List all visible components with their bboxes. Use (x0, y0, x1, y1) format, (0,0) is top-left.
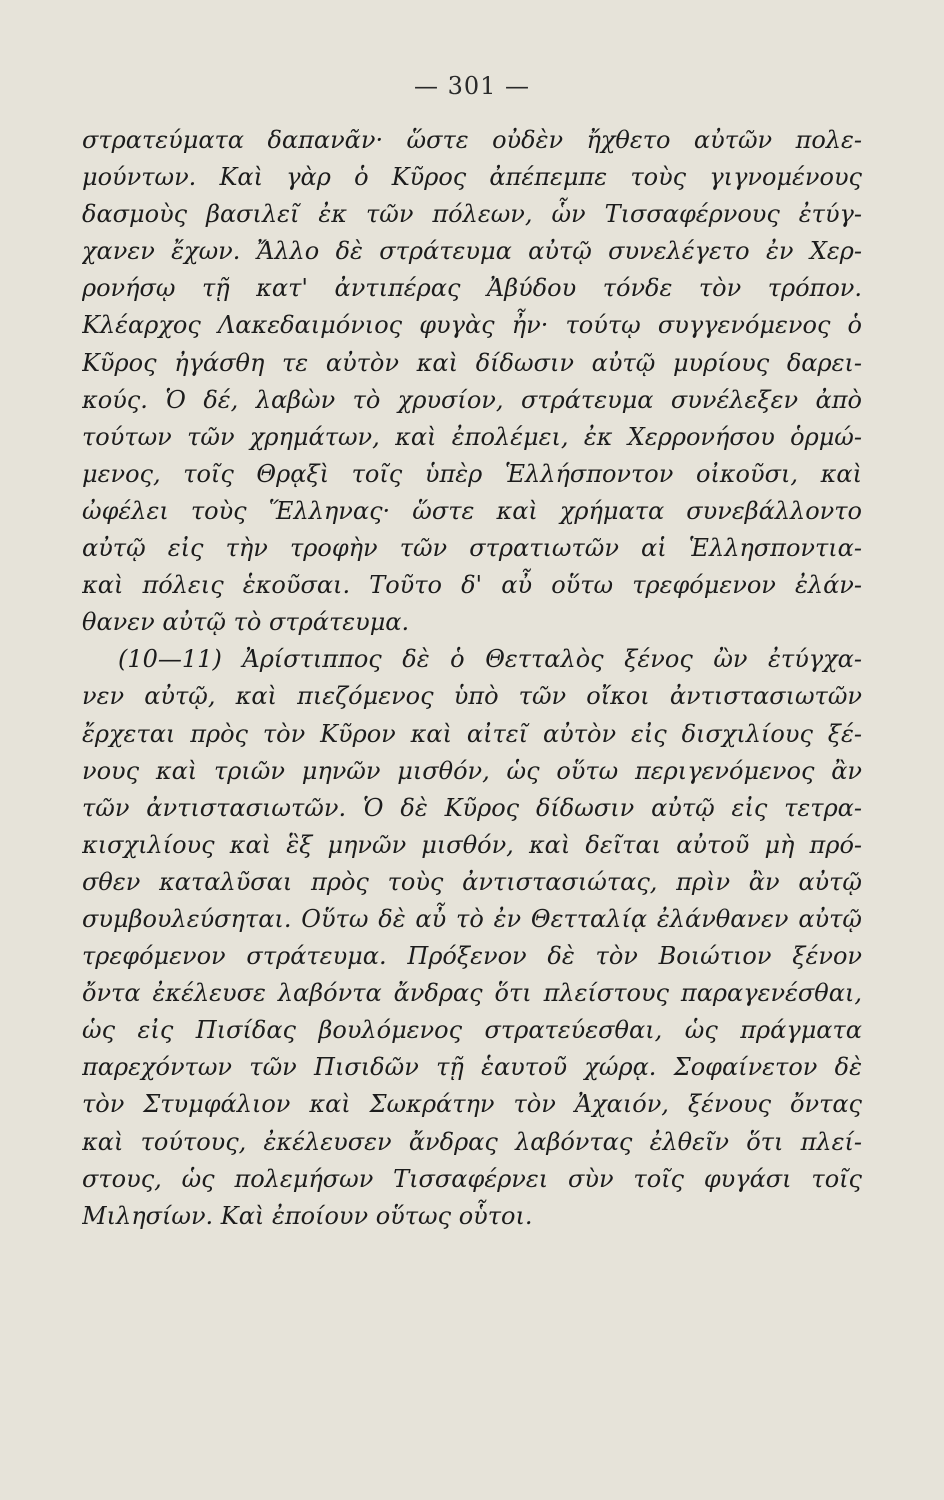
text-line: ἔρχεται πρὸς τὸν Κῦρον καὶ αἰτεῖ αὐτὸν εἰς δισχιλίους ξέ- (82, 719, 862, 748)
text-line: δασμοὺς βασιλεῖ ἐκ τῶν πόλεων, ὧν Τισσαφέρνους ἐτύγ- (82, 200, 862, 229)
text-line: Κλέαρχος Λακεδαιμόνιος φυγὰς ἦν· τούτῳ συγγενόμενος ὁ (82, 311, 862, 340)
text-line: νους καὶ τριῶν μηνῶν μισθόν, ὡς οὕτω περιγενόμενος ἂν (82, 756, 862, 785)
text-line: νεν αὐτῷ, καὶ πιεζόμενος ὑπὸ τῶν οἴκοι ἀντιστασιωτῶν (82, 682, 862, 711)
text-line: κισχιλίους καὶ ἓξ μηνῶν μισθόν, καὶ δεῖται αὐτοῦ μὴ πρό- (82, 830, 862, 859)
text-line: τούτων τῶν χρημάτων, καὶ ἐπολέμει, ἐκ Χερρονήσου ὁρμώ- (82, 422, 862, 451)
text-line: καὶ πόλεις ἑκοῦσαι. Τοῦτο δ' αὖ οὕτω τρεφόμενον ἐλάν- (82, 571, 862, 600)
text-line: σθεν καταλῦσαι πρὸς τοὺς ἀντιστασιώτας, πρὶν ἂν αὐτῷ (82, 867, 862, 896)
text-line: τῶν ἀντιστασιωτῶν. Ὁ δὲ Κῦρος δίδωσιν αὐτῷ εἰς τετρα- (82, 793, 862, 822)
text-line: ὠφέλει τοὺς Ἕλληνας· ὥστε καὶ χρήματα συνεβάλλοντο (82, 496, 862, 525)
text-line: Κῦρος ἠγάσθη τε αὐτὸν καὶ δίδωσιν αὐτῷ μυρίους δαρει- (82, 348, 862, 377)
text-line: ὄντα ἐκέλευσε λαβόντα ἄνδρας ὅτι πλείστους παραγενέσθαι, (82, 979, 862, 1008)
text-line: στρατεύματα δαπανᾶν· ὥστε οὐδὲν ἤχθετο αὐτῶν πολε- (82, 126, 862, 154)
text-line: (10—11) Ἀρίστιππος δὲ ὁ Θετταλὸς ξένος ὢν ἐτύγχα- (118, 645, 862, 674)
text-line: μούντων. Καὶ γὰρ ὁ Κῦρος ἀπέπεμπε τοὺς γιγνομένους (82, 163, 862, 192)
body-text (82, 122, 862, 1235)
paragraph-2 (82, 641, 862, 1235)
text-line: τὸν Στυμφάλιον καὶ Σωκράτην τὸν Ἀχαιόν, ξένους ὄντας (82, 1090, 862, 1119)
text-line: συμβουλεύσηται. Οὕτω δὲ αὖ τὸ ἐν Θετταλίᾳ ἐλάνθανεν αὐτῷ (82, 904, 862, 933)
text-line: χανεν ἔχων. Ἄλλο δὲ στράτευμα αὐτῷ συνελέγετο ἐν Χερ- (82, 237, 862, 266)
text-line: κούς. Ὁ δέ, λαβὼν τὸ χρυσίον, στράτευμα συνέλεξεν ἀπὸ (82, 385, 862, 414)
page-number: — 301 — (413, 72, 531, 100)
text-line: στους, ὡς πολεμήσων Τισσαφέρνει σὺν τοῖς φυγάσι τοῖς (82, 1164, 862, 1193)
text-line: ρονήσῳ τῇ κατ' ἀντιπέρας Ἀβύδου τόνδε τὸν τρόπον. (82, 274, 862, 303)
text-line: Μιλησίων. Καὶ ἐποίουν οὕτως οὗτοι. (82, 1201, 533, 1230)
text-line: τρεφόμενον στράτευμα. Πρόξενον δὲ τὸν Βοιώτιον ξένον (82, 942, 862, 971)
text-line: αὐτῷ εἰς τὴν τροφὴν τῶν στρατιωτῶν αἱ Ἑλλησποντια- (82, 534, 862, 563)
text-line: θανεν αὐτῷ τὸ στράτευμα. (82, 608, 410, 637)
text-line: μενος, τοῖς Θρᾳξὶ τοῖς ὑπὲρ Ἑλλήσποντον οἰκοῦσι, καὶ (82, 459, 862, 488)
text-line: παρεχόντων τῶν Πισιδῶν τῇ ἑαυτοῦ χώρᾳ. Σοφαίνετον δὲ (82, 1053, 862, 1082)
paragraph-1 (82, 122, 862, 641)
text-line: καὶ τούτους, ἐκέλευσεν ἄνδρας λαβόντας ἐλθεῖν ὅτι πλεί- (82, 1127, 862, 1156)
text-line: ὡς εἰς Πισίδας βουλόμενος στρατεύεσθαι, ὡς πράγματα (82, 1016, 862, 1045)
